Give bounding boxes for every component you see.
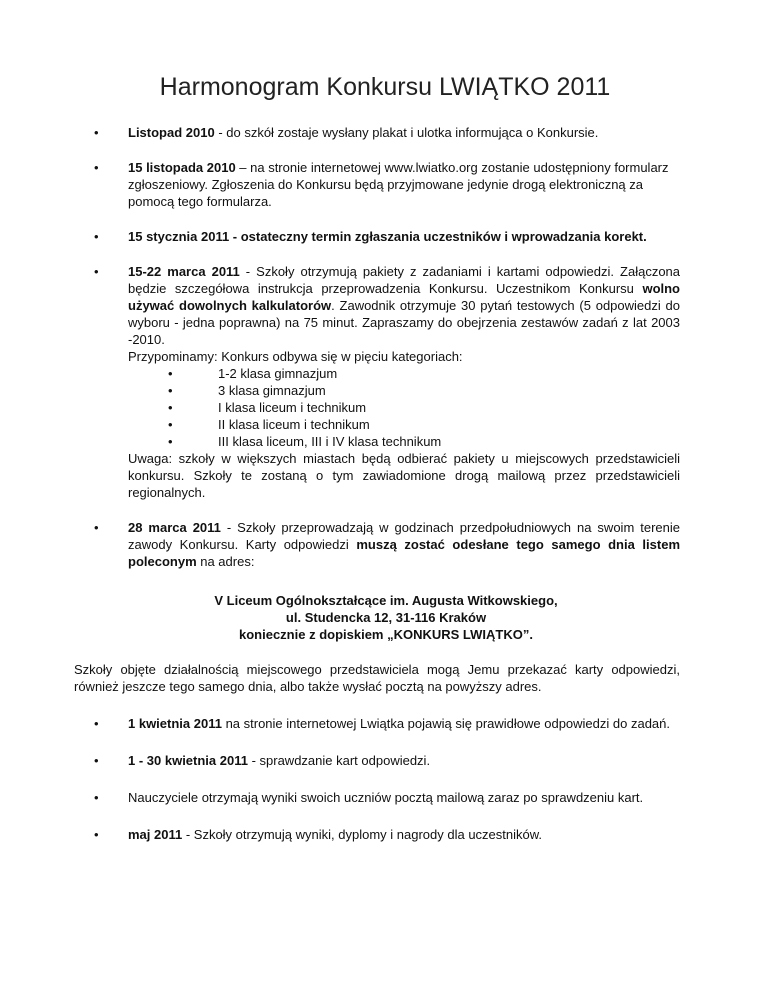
category-item: • 1-2 klasa gimnazjum <box>168 366 338 381</box>
list-item <box>76 263 680 501</box>
item-text: - Szkoły otrzymują wyniki, dyplomy i nagrody dla uczestników. <box>182 827 543 842</box>
list-item <box>76 826 680 843</box>
schedule-list-2 <box>76 715 680 843</box>
bullet-icon: • <box>94 753 99 768</box>
address-line: ul. Studencka 12, 31-116 Kraków <box>285 610 487 625</box>
category-item: • I klasa liceum i technikum <box>168 400 367 415</box>
item-text: na stronie internetowej Lwiątka pojawią się prawidłowe odpowiedzi do zadań. <box>221 716 670 731</box>
bullet-icon: • <box>94 264 99 279</box>
bullet-icon: • <box>94 229 99 244</box>
free-paragraph: Szkoły objęte działalnością miejscowego przedstawiciela mogą Jemu przekazać karty odpowiedzi, również jeszcze tego samego dnia, albo także wysłać pocztą na powyższy adres. <box>74 662 680 694</box>
mailing-address <box>76 592 680 643</box>
address-line: koniecznie z dopiskiem „KONKURS LWIĄTKO”. <box>239 627 533 642</box>
bullet-icon: • <box>94 790 99 805</box>
item-text: – na stronie internetowej www.lwiatko.org zostanie udostępniony formularz zgłoszeniowy. Zgłoszenia do Konkursu będą przyjmowane jedynie drogą elektroniczną za pomocą tego formularza. <box>128 160 669 209</box>
item-text: Nauczyciele otrzymają wyniki swoich uczniów pocztą mailową zaraz po sprawdzeniu kart. <box>128 790 644 805</box>
bullet-icon: • <box>94 827 99 842</box>
list-item <box>76 228 680 245</box>
item-text: - sprawdzanie kart odpowiedzi. <box>247 753 431 768</box>
item-date: 15-22 marca 2011 <box>128 264 240 279</box>
item-date: 15 listopada 2010 <box>128 160 236 175</box>
item-emphasis: muszą zostać odesłane tego samego dnia listem poleconym <box>128 537 680 569</box>
item-text: - Szkoły otrzymują pakiety z zadaniami i kartami odpowiedzi. Załączona będzie szczegółowa instrukcja przeprowadzenia Konkursu. Uczestnikom Konkursu <box>128 264 681 296</box>
list-item <box>76 789 680 806</box>
category-item: • III klasa liceum, III i IV klasa technikum <box>168 434 442 449</box>
item-date: 1 kwietnia 2011 <box>128 716 222 731</box>
item-text: - do szkół zostaje wysłany plakat i ulotka informująca o Konkursie. <box>214 125 599 140</box>
bullet-icon: • <box>94 160 99 175</box>
category-item: • II klasa liceum i technikum <box>168 417 370 432</box>
bullet-icon: • <box>168 434 173 449</box>
bullet-icon: • <box>168 383 173 398</box>
category-list <box>128 365 680 450</box>
bullet-icon: • <box>168 400 173 415</box>
item-date: 1 - 30 kwietnia 2011 <box>128 753 248 768</box>
page-title: Harmonogram Konkursu LWIĄTKO 2011 <box>159 73 611 101</box>
schedule-list <box>76 124 680 570</box>
bullet-icon: • <box>94 716 99 731</box>
category-item: • 3 klasa gimnazjum <box>168 383 326 398</box>
item-date: 28 marca 2011 <box>128 520 221 535</box>
address-line: V Liceum Ogólnokształcące im. Augusta Witkowskiego, <box>214 593 558 608</box>
bullet-icon: • <box>94 520 99 535</box>
bullet-icon: • <box>94 125 99 140</box>
item-date: maj 2011 <box>128 827 183 842</box>
note-text: Uwaga: szkoły w większych miastach będą odbierać pakiety u miejscowych przedstawicieli konkursu. Szkoły te zostaną o tym zawiadomione drogą mailową przez przedstawicieli regionalnych. <box>128 451 680 500</box>
item-text: na adres: <box>196 554 255 569</box>
item-text: - Szkoły przeprowadzają w godzinach przedpołudniowych na swoim terenie zawody Konkursu. Karty odpowiedzi <box>128 520 680 552</box>
item-date: Listopad 2010 <box>128 125 215 140</box>
list-item <box>76 715 680 732</box>
bullet-icon: • <box>168 417 173 432</box>
list-item <box>76 519 680 570</box>
list-item <box>76 159 680 210</box>
list-item <box>76 752 680 769</box>
reminder-text: Przypominamy: Konkurs odbywa się w pięciu kategoriach: <box>128 349 463 364</box>
list-item <box>76 124 680 141</box>
item-text: . Zawodnik otrzymuje 30 pytań testowych (5 odpowiedzi do wyboru - jedna poprawna) na 75 minut. Zapraszamy do obejrzenia zestawów zadań z lat 2003 -2010. <box>128 298 680 347</box>
bullet-icon: • <box>168 366 173 381</box>
item-emphasis: wolno używać dowolnych kalkulatorów <box>128 281 680 313</box>
item-date: 15 stycznia 2011 - ostateczny termin zgłaszania uczestników i wprowadzania korekt. <box>128 229 647 244</box>
